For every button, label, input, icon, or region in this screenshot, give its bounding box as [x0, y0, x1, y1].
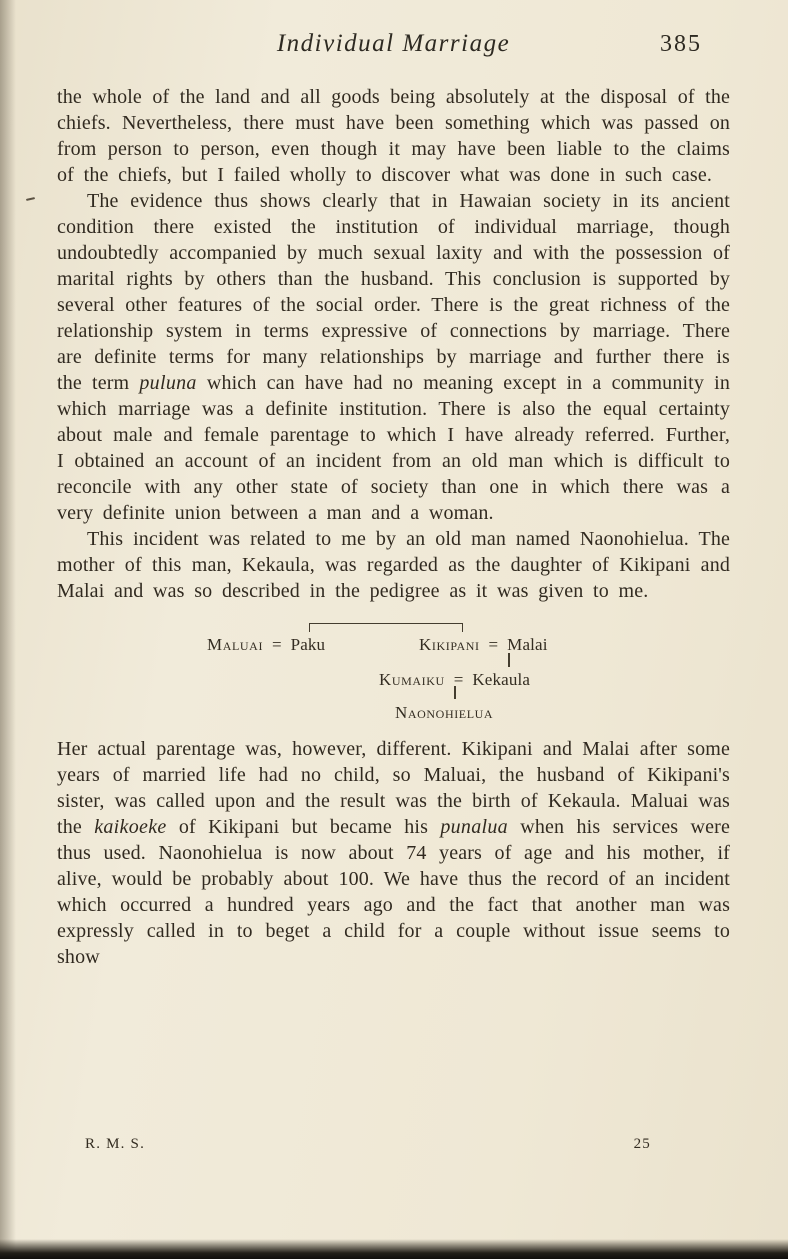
paragraph-2-text-b: which can have had no meaning except in a community in which marriage was a definite institution. There is also the equal certainty about male and female parentage to which I have already referred. Further, I obtained an account of an incident from an old man which is difficult to reconcile with any other state of society than one in which there was a very definite union between a man and a woman. — [57, 372, 730, 524]
pedigree-couple-kumaiku-kekaula — [379, 667, 530, 693]
margin-pencil-mark — [26, 197, 35, 201]
paragraph-3: This incident was related to me by an old man named Naonohielua. The mother of this man, Kekaula, was regarded as the daughter of Kikipani and Malai and was so described in the pedigree as it was given to me. — [57, 528, 730, 602]
paragraph-4-text-b: of Kikipani but became his — [166, 816, 441, 838]
pedigree-descendant-naonohielua: Naonohielua — [395, 703, 494, 722]
page-header — [57, 30, 730, 70]
pedigree-name-maluai: Maluai — [207, 635, 264, 654]
pedigree-name-kikipani: Kikipani — [419, 635, 480, 654]
italic-term-punalua: punalua — [440, 816, 508, 838]
footer-signature: R. M. S. — [85, 1136, 146, 1152]
paragraph-2 — [57, 188, 730, 526]
pedigree-spouse-paku: = Paku — [263, 635, 326, 654]
body-text — [57, 84, 730, 970]
paragraph-4-text-c: when his services were thus used. Naonohielua is now about 74 years of age and his mother, if alive, would be probably about 100. We have thus the record of an incident which occurred a hundred years ago and the fact that another man was expressly called in to beget a child for a couple without issue seems to show — [57, 816, 730, 968]
pedigree-spouse-malai: = Malai — [479, 635, 548, 654]
pedigree-couple-maluai-paku — [207, 632, 325, 658]
pedigree-sibling-bracket — [309, 623, 463, 632]
running-head-title: Individual Marriage — [276, 30, 511, 57]
italic-term-puluna: puluna — [139, 372, 197, 394]
paragraph-4-text-a: Her actual parentage was, however, different. Kikipani and Malai after some years of married life had no child, so Maluai, the husband of Kikipani's sister, was called upon and the result was the birth of Kekaula. Maluai was the — [57, 738, 730, 838]
pedigree-couple-kikipani-malai — [419, 632, 548, 658]
page-bottom-edge-shadow — [0, 1239, 788, 1259]
pedigree-spouse-kekaula: = Kekaula — [444, 670, 531, 689]
page-content — [57, 30, 730, 970]
pedigree-chart — [57, 620, 730, 726]
paragraph-2-text-a: The evidence thus shows clearly that in Hawaian society in its ancient condition there existed the institution of individual marriage, though undoubtedly accompanied by much sexual laxity and with the possession of marital rights by others than the husband. This conclusion is supported by several other features of the social order. There is the great richness of the relationship system in terms expressive of connections by marriage. There are definite terms for many relationships by marriage and further there is the term — [57, 190, 730, 394]
paragraph-4 — [57, 736, 730, 970]
binding-edge-shadow — [0, 0, 16, 1259]
italic-term-kaikoeke: kaikoeke — [94, 816, 167, 838]
page-number: 385 — [660, 31, 702, 57]
pedigree-name-kumaiku: Kumaiku — [379, 670, 445, 689]
paragraph-1: the whole of the land and all goods being absolutely at the disposal of the chiefs. Nevertheless, there must have been something which was passed on from person to person, even though it may have been liable to the claims of the chiefs, but I failed wholly to discover what was done in such case. — [57, 86, 730, 186]
footer-sheet-number: 25 — [633, 1136, 651, 1152]
page-footer — [85, 1136, 651, 1153]
